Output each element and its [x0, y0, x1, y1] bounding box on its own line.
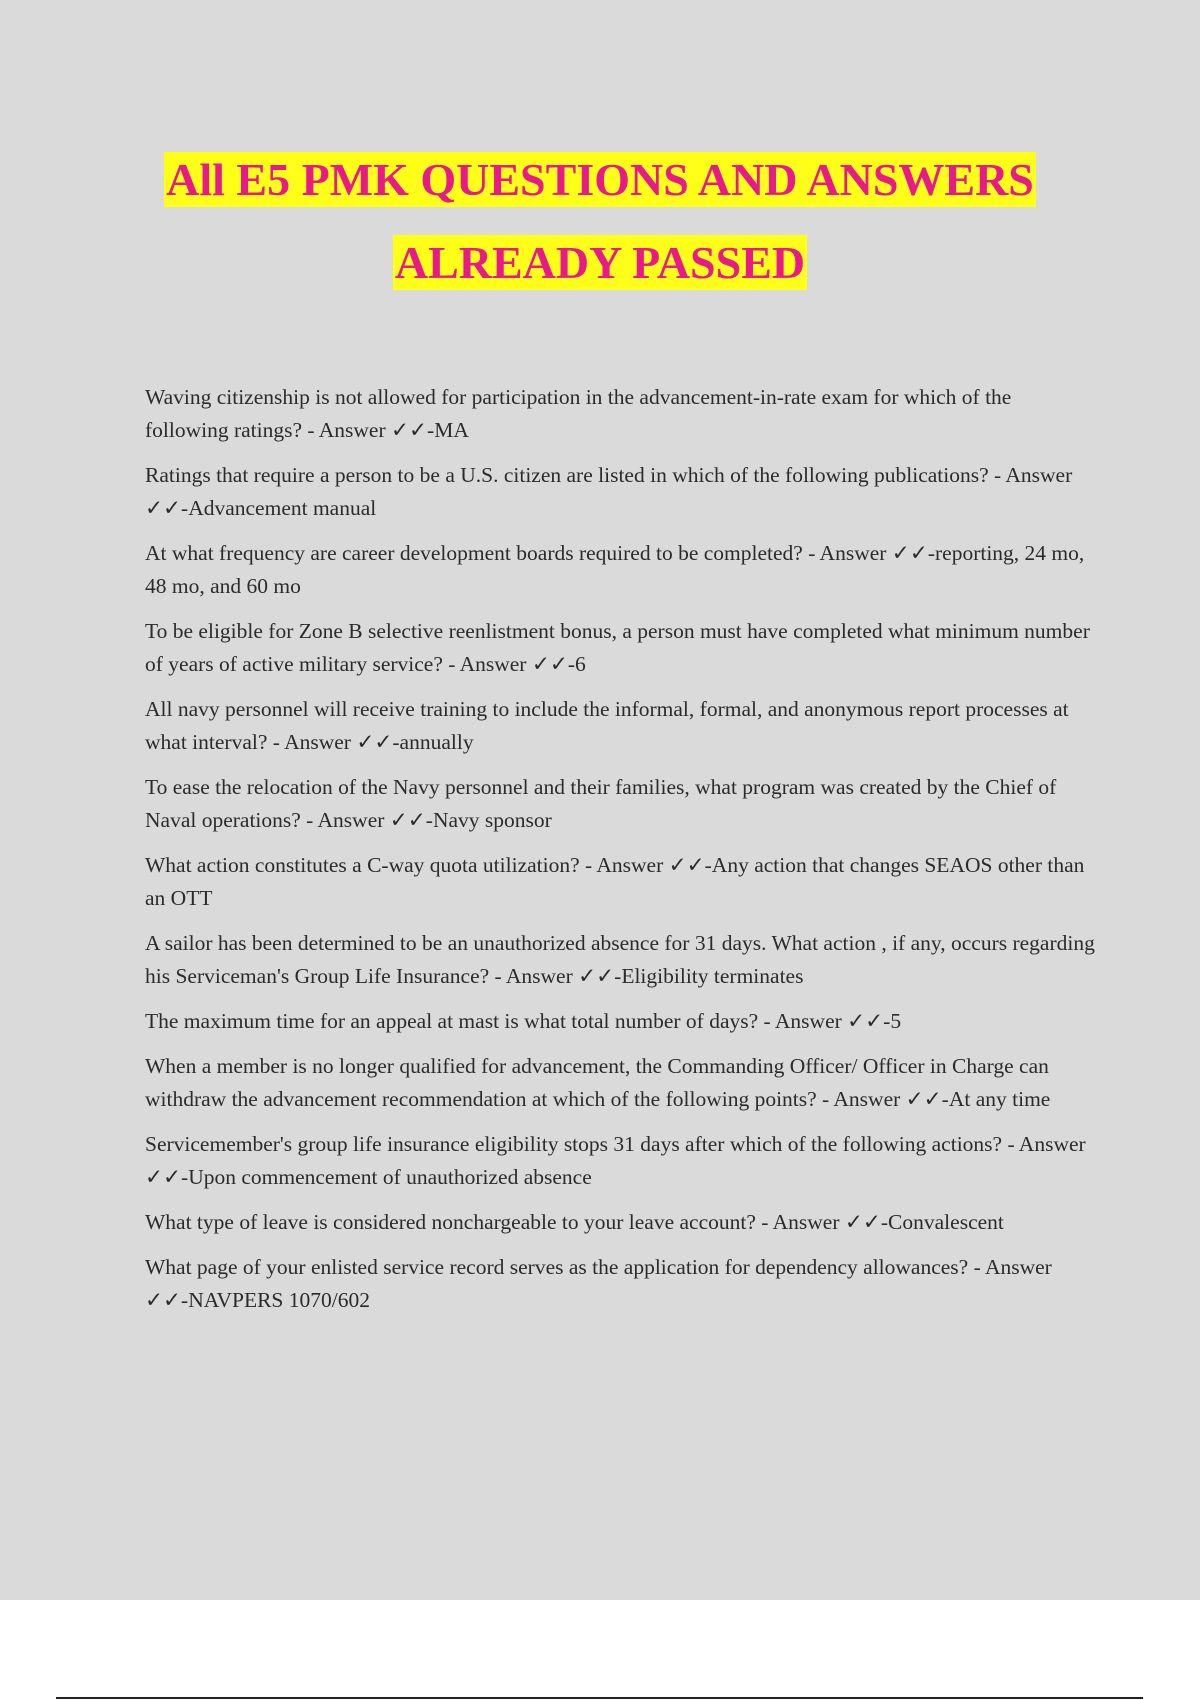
- qa-text: Waving citizenship is not allowed for participation in the advancement-in-rate exam for which of the following ratings? - Answer ✓✓-MA: [145, 385, 1012, 442]
- qa-text: When a member is no longer qualified for advancement, the Commanding Officer/ Officer in Charge can withdraw the advancement recommendation at which of the following points? - Answer ✓✓-At any time: [145, 1054, 1051, 1111]
- qa-item: [145, 771, 1095, 837]
- qa-item: [145, 1206, 1095, 1239]
- qa-text: To ease the relocation of the Navy personnel and their families, what program was created by the Chief of Naval operations? - Answer ✓✓-Navy sponsor: [145, 775, 1057, 832]
- qa-text: What type of leave is considered nonchargeable to your leave account? - Answer ✓✓-Convalescent: [145, 1210, 1004, 1234]
- qa-item: [145, 849, 1095, 915]
- qa-item: [145, 1005, 1095, 1038]
- qa-item: [145, 1251, 1095, 1317]
- qa-text: Ratings that require a person to be a U.S. citizen are listed in which of the following publications? - Answer ✓✓-Advancement manual: [145, 463, 1073, 520]
- qa-text: All navy personnel will receive training to include the informal, formal, and anonymous report processes at what interval? - Answer ✓✓-annually: [145, 697, 1069, 754]
- title-line-2: [0, 221, 1200, 304]
- qa-text: A sailor has been determined to be an unauthorized absence for 31 days. What action , if any, occurs regarding his Serviceman's Group Life Insurance? - Answer ✓✓-Eligibility terminates: [145, 931, 1095, 988]
- qa-item: [145, 537, 1095, 603]
- qa-text: What page of your enlisted service record serves as the application for dependency allowances? - Answer ✓✓-NAVPERS 1070/602: [145, 1255, 1052, 1312]
- qa-text: The maximum time for an appeal at mast is what total number of days? - Answer ✓✓-5: [145, 1009, 902, 1033]
- qa-text: Servicemember's group life insurance eligibility stops 31 days after which of the following actions? - Answer ✓✓-Upon commencement of unauthorized absence: [145, 1132, 1086, 1189]
- qa-list: [145, 381, 1095, 1329]
- qa-item: [145, 1050, 1095, 1116]
- qa-item: [145, 615, 1095, 681]
- footer-divider: [56, 1697, 1143, 1699]
- title-text-2: ALREADY PASSED: [394, 237, 806, 288]
- qa-item: [145, 1128, 1095, 1194]
- title-line-1: [0, 138, 1200, 221]
- title-text-1: All E5 PMK QUESTIONS AND ANSWERS: [166, 154, 1034, 205]
- qa-text: At what frequency are career development boards required to be completed? - Answer ✓✓-reporting, 24 mo, 48 mo, and 60 mo: [145, 541, 1085, 598]
- qa-text: To be eligible for Zone B selective reenlistment bonus, a person must have completed what minimum number of years of active military service? - Answer ✓✓-6: [145, 619, 1090, 676]
- qa-item: [145, 459, 1095, 525]
- qa-item: [145, 693, 1095, 759]
- qa-item: [145, 381, 1095, 447]
- qa-text: What action constitutes a C-way quota utilization? - Answer ✓✓-Any action that changes SEAOS other than an OTT: [145, 853, 1085, 910]
- qa-item: [145, 927, 1095, 993]
- document-title: [0, 138, 1200, 304]
